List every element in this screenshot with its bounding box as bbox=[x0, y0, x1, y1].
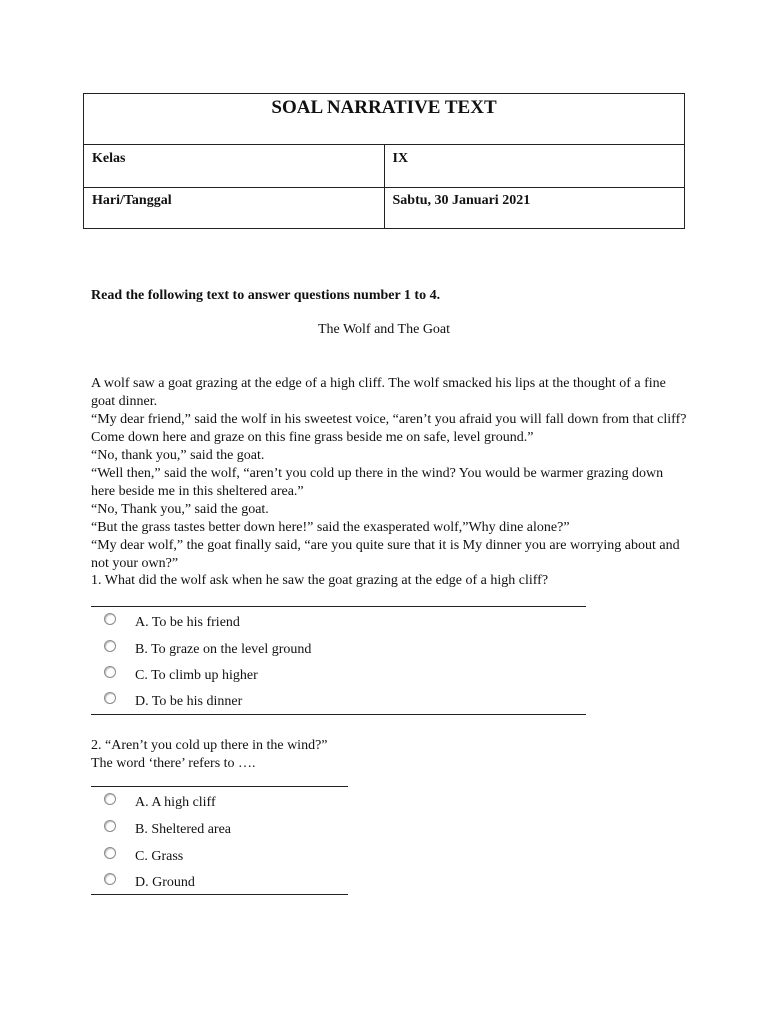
story-paragraph: “My dear wolf,” the goat finally said, “are you quite sure that it is My dinner you are worrying about and not your own?” bbox=[91, 538, 680, 571]
option-label: D. Ground bbox=[135, 875, 195, 890]
story-paragraph: “No, thank you,” said the goat. bbox=[91, 448, 265, 463]
story-title: The Wolf and The Goat bbox=[317, 322, 451, 337]
radio-button-icon[interactable] bbox=[104, 847, 116, 859]
option-label: D. To be his dinner bbox=[135, 694, 243, 709]
radio-button-icon[interactable] bbox=[104, 873, 116, 885]
radio-button-icon[interactable] bbox=[104, 793, 116, 805]
question-2-top-divider bbox=[91, 786, 348, 787]
option-label: C. To climb up higher bbox=[135, 668, 258, 683]
story-paragraph: A wolf saw a goat grazing at the edge of a high cliff. The wolf smacked his lips at the thought of a fine goat dinner. bbox=[91, 376, 666, 409]
radio-button-icon[interactable] bbox=[104, 692, 116, 704]
option-label: A. A high cliff bbox=[135, 795, 216, 810]
story-paragraph: “Well then,” said the wolf, “aren’t you cold up there in the wind? You would be warmer grazing down here beside me in this sheltered area.” bbox=[91, 466, 664, 499]
question-1-top-divider bbox=[91, 606, 586, 607]
option-label: A. To be his friend bbox=[135, 615, 240, 630]
radio-button-icon[interactable] bbox=[104, 613, 116, 625]
story-text bbox=[91, 375, 687, 573]
radio-button-icon[interactable] bbox=[104, 640, 116, 652]
question-2-bottom-divider bbox=[91, 894, 348, 895]
story-paragraph: “My dear friend,” said the wolf in his sweetest voice, “aren’t you afraid you will fall down from that cliff? Come down here and graze on this fine grass beside me on safe, level ground.” bbox=[91, 412, 687, 445]
radio-button-icon[interactable] bbox=[104, 666, 116, 678]
page-title: SOAL NARRATIVE TEXT bbox=[84, 94, 685, 145]
story-paragraph: “No, Thank you,” said the goat. bbox=[91, 502, 269, 517]
story-paragraph: “But the grass tastes better down here!” said the exasperated wolf,”Why dine alone?” bbox=[91, 520, 570, 535]
question-1-text: 1. What did the wolf ask when he saw the goat grazing at the edge of a high cliff? bbox=[91, 573, 549, 588]
radio-button-icon[interactable] bbox=[104, 820, 116, 832]
question-2-text bbox=[91, 737, 328, 773]
option-label: B. To graze on the level ground bbox=[135, 642, 312, 657]
instruction: Read the following text to answer questions number 1 to 4. bbox=[91, 288, 441, 303]
question-2-line: The word ‘there’ refers to …. bbox=[91, 756, 256, 771]
option-label: C. Grass bbox=[135, 849, 184, 864]
question-2-line: 2. “Aren’t you cold up there in the wind?” bbox=[91, 738, 328, 753]
kelas-value: IX bbox=[384, 145, 685, 188]
question-1-bottom-divider bbox=[91, 714, 586, 715]
header-table bbox=[83, 93, 685, 229]
date-label: Hari/Tanggal bbox=[84, 188, 385, 229]
kelas-label: Kelas bbox=[84, 145, 385, 188]
option-label: B. Sheltered area bbox=[135, 822, 232, 837]
date-value: Sabtu, 30 Januari 2021 bbox=[384, 188, 685, 229]
